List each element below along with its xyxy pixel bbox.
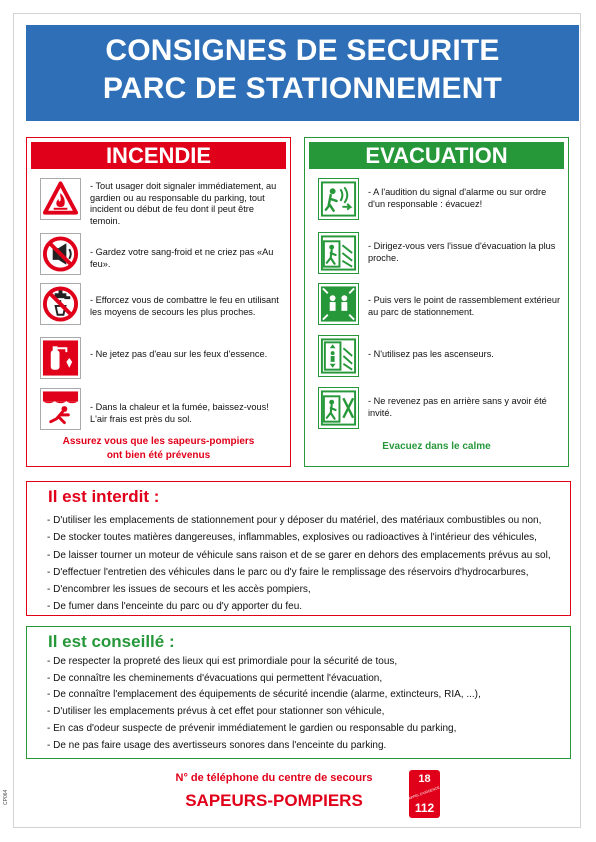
no-elevator-icon xyxy=(318,335,359,377)
conseille-title: Il est conseillé : xyxy=(48,632,175,651)
interdit-list xyxy=(47,512,566,616)
no-water-tap-icon xyxy=(40,283,81,325)
incendie-title: INCENDIE xyxy=(31,142,286,169)
interdit-title: Il est interdit : xyxy=(48,487,160,506)
evacuation-item-text: - A l'audition du signal d'alarme ou sur ordre d'un responsable : évacuez! xyxy=(368,187,547,209)
incendie-item-text: - Gardez votre sang-froid et ne criez pas «Au feu». xyxy=(90,247,274,269)
incendie-item-text: - Tout usager doit signaler immédiatement, au gardien ou au responsable du parking, tout incident ou début de feu dont il peut être temoin. xyxy=(90,181,277,226)
list-item: - D'utiliser les emplacements prévus à cet effet pour stationner son véhicule, xyxy=(47,706,385,718)
list-item: - D'effectuer l'entretien des véhicules dans le parc ou d'y faire le remplissage des réservoirs d'hydrocarbures, xyxy=(47,566,529,578)
phone-label: N° de téléphone du centre de secours xyxy=(175,772,373,784)
list-item: - De ne pas faire usage des avertisseurs sonores dans l'enceinte du parking. xyxy=(47,739,387,751)
evacuation-title: EVACUATION xyxy=(309,142,564,169)
evacuation-item-text: - Ne revenez pas en arrière sans y avoir été invité. xyxy=(368,396,547,418)
evacuation-note: Evacuez dans le calme xyxy=(382,441,491,452)
crawl-under-smoke-icon xyxy=(40,388,81,430)
list-item: - D'utiliser les emplacements de stationnement pour y déposer du matériel, des matériaux combustibles ou non, xyxy=(47,515,542,526)
alarm-evacuation-icon xyxy=(318,178,359,220)
interdit-box xyxy=(26,481,571,616)
do-not-go-back-icon xyxy=(318,387,359,429)
conseille-box xyxy=(26,626,571,759)
incendie-note-1: Assurez vous que les sapeurs-pompiers xyxy=(62,436,255,447)
page-header xyxy=(26,25,579,121)
fire-extinguisher-icon xyxy=(40,337,81,379)
service-name: SAPEURS-POMPIERS xyxy=(185,791,363,810)
evacuation-panel xyxy=(304,137,569,467)
list-item: - De connaître l'emplacement des équipements de sécurité incendie (alarme, extincteurs, RIA, ...), xyxy=(47,689,481,701)
incendie-item-text: - Dans la chaleur et la fumée, baissez-vous! L'air frais est près du sol. xyxy=(90,402,269,424)
badge-number-bottom: 112 xyxy=(414,801,435,815)
fire-icon xyxy=(40,178,81,220)
evacuation-item-text: - Dirigez-vous vers l'issue d'évacuation la plus proche. xyxy=(368,241,556,263)
badge-number-top: 18 xyxy=(418,773,431,785)
evacuation-item-text: - N'utilisez pas les ascenseurs. xyxy=(368,349,494,359)
incendie-item-text: - Efforcez vous de combattre le feu en utilisant les moyens de secours les plus proches. xyxy=(90,295,279,317)
product-code: CP064 xyxy=(3,789,9,805)
incendie-note-2: ont bien été prévenus xyxy=(106,450,211,461)
list-item: - En cas d'odeur suspecte de prévenir immédiatement le gardien ou responsable du parking, xyxy=(47,722,457,734)
header-line-2: PARC DE STATIONNEMENT xyxy=(102,72,503,105)
assembly-point-icon xyxy=(318,283,359,325)
list-item: - De laisser tourner un moteur de véhicule sans raison et de se garer en dehors des emplacements prévus au sol, xyxy=(47,549,551,561)
emergency-number-badge xyxy=(409,770,440,818)
conseille-list xyxy=(47,654,566,754)
header-line-1: CONSIGNES DE SECURITE xyxy=(105,34,500,67)
badge-caption: APPEL D'URGENCE xyxy=(409,785,440,801)
list-item: - De connaître les cheminements d'évacuations qui permettent l'évacuation, xyxy=(47,672,383,684)
list-item: - D'encombrer les issues de secours et les accès pompiers, xyxy=(47,584,311,596)
incendie-panel xyxy=(26,137,291,467)
incendie-item-text: - Ne jetez pas d'eau sur les feux d'essence. xyxy=(90,349,268,359)
list-item: - De respecter la propreté des lieux qui est primordiale pour la sécurité de tous, xyxy=(47,656,398,667)
list-item: - De stocker toutes matières dangereuses, inflammables, explosives ou radioactives à l'intérieur des véhicules, xyxy=(47,532,537,544)
no-shouting-icon xyxy=(40,233,81,275)
list-item: - De fumer dans l'enceinte du parc ou d'y apporter du feu. xyxy=(47,601,303,613)
evacuation-item-text: - Puis vers le point de rassemblement extérieur au parc de stationnement. xyxy=(368,295,560,317)
exit-door-icon xyxy=(318,232,359,274)
